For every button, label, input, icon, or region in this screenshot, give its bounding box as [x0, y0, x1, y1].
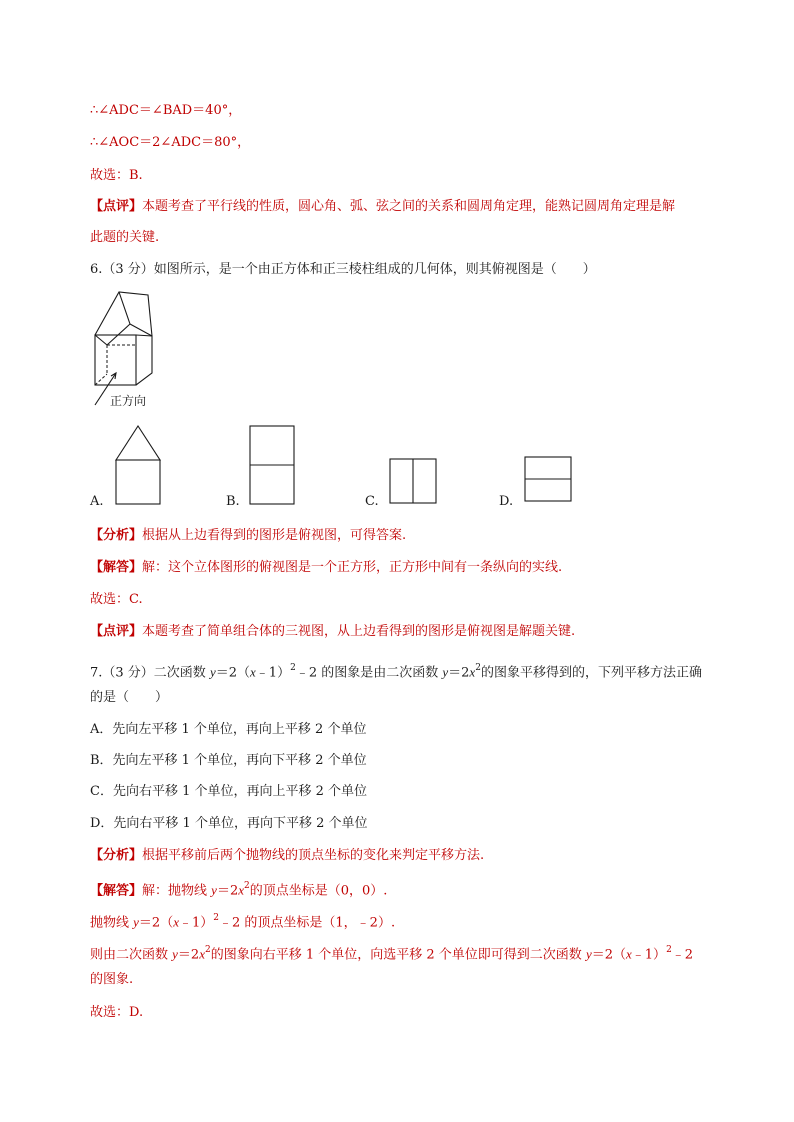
solution-tag: 【解答】: [90, 883, 143, 899]
solution-line: [90, 877, 387, 901]
option-a-label: A.: [90, 494, 104, 509]
review-tag: 【点评】: [90, 624, 143, 639]
analysis-line: [90, 846, 484, 866]
exponent: 2: [244, 881, 250, 891]
stem-text: 的图象平移得到的，下列平移方法正确: [480, 665, 702, 681]
solution-text: ﹣1）: [178, 915, 214, 931]
solution-text: ﹣2: [671, 947, 694, 963]
solution-text: 则由二次函数: [90, 947, 173, 963]
math-var: x: [469, 664, 476, 680]
solution-line: [90, 909, 395, 933]
review-text: 本题考查了简单组合体的三视图，从上边看得到的图形是俯视图是解题关键.: [142, 624, 576, 639]
solution-line: 的图象.: [90, 972, 134, 987]
option-c-label: C.: [365, 494, 379, 509]
math-var: x: [238, 882, 244, 898]
solution-text: 抛物线: [90, 915, 134, 931]
stem-text: ＝2（: [215, 665, 251, 681]
math-var: x: [173, 914, 179, 930]
solution-line: ∴∠AOC＝2∠ADC＝80°，: [90, 135, 251, 150]
analysis-tag: 【分析】: [90, 528, 143, 543]
stem-text: ﹣2 的图象是由二次函数: [295, 665, 443, 681]
answer-line: 故选：C.: [90, 592, 143, 607]
choice-b[interactable]: B．先向左平移 1 个单位，再向下平移 2 个单位: [90, 753, 367, 768]
exponent: 2: [213, 913, 219, 923]
solution-text: 解：抛物线: [142, 883, 212, 899]
exponent: 2: [290, 663, 296, 673]
option-b-figure: [248, 424, 296, 506]
math-var: x: [199, 946, 205, 962]
solution-text: 的图象向右平移 1 个单位，向选平移 2 个单位即可得到二次函数: [210, 947, 586, 963]
solution-line: [90, 941, 693, 965]
exponent: 2: [475, 663, 481, 673]
option-c-figure: [388, 457, 438, 505]
answer-line: 故选：B.: [90, 168, 143, 183]
exponent: 2: [666, 945, 672, 955]
option-a-figure: [114, 424, 164, 506]
analysis-text: 根据平移前后两个抛物线的顶点坐标的变化来判定平移方法.: [142, 848, 485, 863]
review-line: [90, 197, 675, 217]
choice-a[interactable]: A．先向左平移 1 个单位，再向上平移 2 个单位: [90, 722, 367, 737]
review-tag: 【点评】: [90, 199, 143, 214]
solution-text: ﹣2 的顶点坐标是（1，﹣2）.: [219, 915, 396, 931]
figure-label: 正方向: [110, 394, 147, 408]
solution-text: ﹣1）: [631, 947, 667, 963]
review-line: [90, 622, 575, 642]
math-var: x: [626, 946, 632, 962]
answer-line: 故选：D.: [90, 1005, 144, 1020]
question-7-stem: 的是（ ）: [90, 690, 169, 705]
stem-text: ﹣1）: [255, 665, 291, 681]
math-var: y: [585, 946, 592, 962]
question-6-stem: 6.（3 分）如图所示，是一个由正方体和正三棱柱组成的几何体，则其俯视图是（ ）: [90, 262, 596, 277]
analysis-tag: 【分析】: [90, 848, 143, 863]
solution-text: ＝2: [177, 947, 200, 963]
solution-text: 解：这个立体图形的俯视图是一个正方形，正方形中间有一条纵向的实线.: [142, 560, 563, 575]
review-text: 本题考查了平行线的性质，圆心角、弧、弦之间的关系和圆周角定理，能熟记圆周角定理是解: [142, 199, 676, 214]
solution-text: ＝2（: [591, 947, 626, 963]
math-var: y: [172, 946, 178, 962]
math-var: y: [209, 664, 216, 680]
solution-line: ∴∠ADC＝∠BAD＝40°，: [90, 103, 242, 118]
solution-text: 的顶点坐标是（0，0）.: [249, 883, 388, 899]
analysis-text: 根据从上边看得到的图形是俯视图，可得答案.: [142, 528, 407, 543]
stem-text: 7.（3 分）二次函数: [90, 665, 210, 681]
exponent: 2: [204, 945, 211, 955]
option-d-label: D.: [499, 494, 514, 509]
math-var: y: [442, 664, 449, 680]
review-line: 此题的关键.: [90, 230, 160, 245]
solution-line: [90, 558, 562, 578]
choice-d[interactable]: D．先向右平移 1 个单位，再向下平移 2 个单位: [90, 816, 368, 831]
solution-text: ＝2（: [138, 915, 174, 931]
math-var: y: [211, 882, 217, 898]
math-var: y: [133, 914, 139, 930]
solution-tag: 【解答】: [90, 560, 143, 575]
question-7-stem: [90, 659, 702, 683]
math-var: x: [250, 664, 256, 680]
solution-text: ＝2: [216, 883, 239, 899]
choice-c[interactable]: C．先向右平移 1 个单位，再向上平移 2 个单位: [90, 784, 368, 799]
analysis-line: [90, 526, 406, 546]
option-d-figure: [523, 455, 573, 503]
stem-text: ＝2: [448, 665, 470, 681]
option-b-label: B.: [226, 494, 240, 509]
